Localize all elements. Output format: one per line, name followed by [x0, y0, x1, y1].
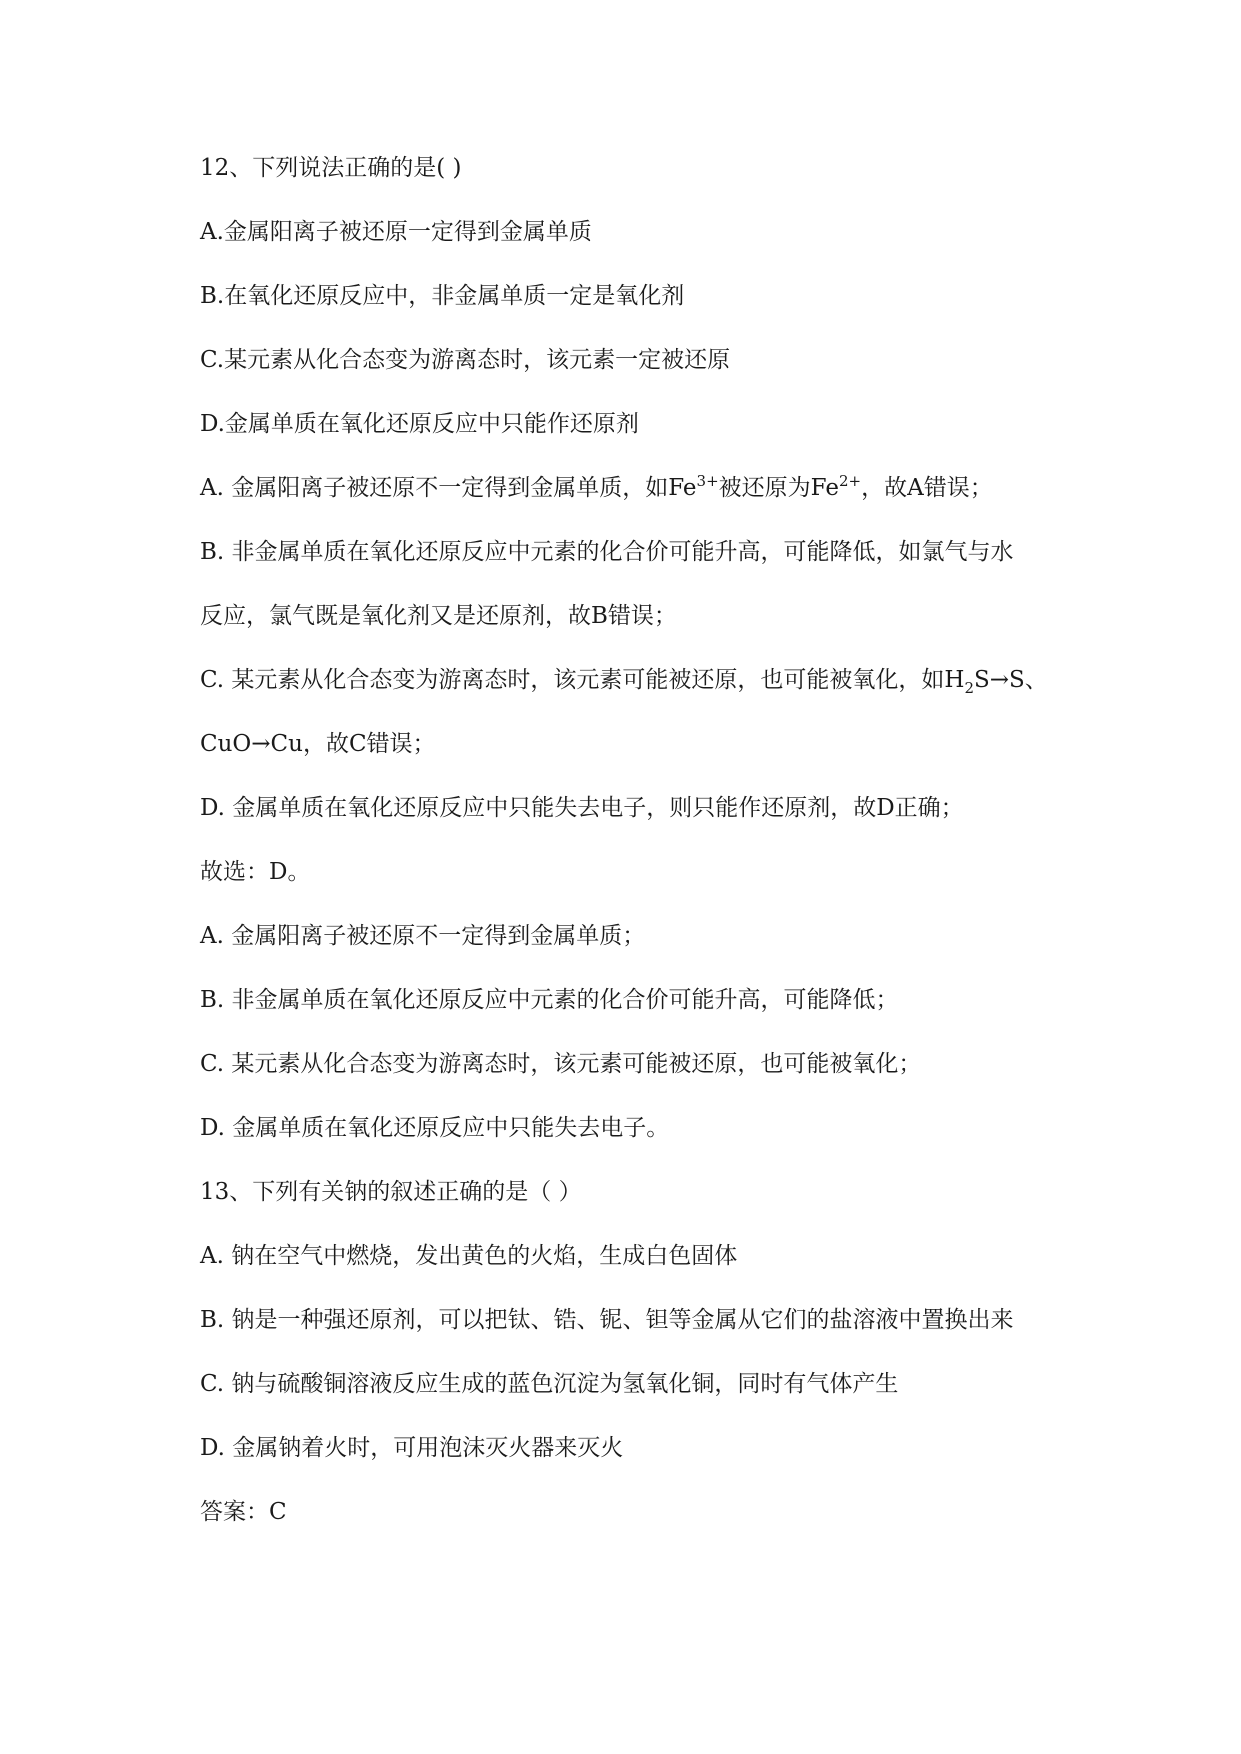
- analysis-c-text-2: S→S、: [974, 667, 1048, 693]
- fe3-charge: 3+: [696, 472, 719, 490]
- q12-analysis-c: [200, 665, 1048, 695]
- q13-option-d: D. 金属钠着火时，可用泡沫灭火器来灭火: [200, 1435, 624, 1461]
- q12-summary-a: A. 金属阳离子被还原不一定得到金属单质；: [200, 923, 646, 949]
- q12-analysis-a: [200, 473, 993, 503]
- h2s-subscript: 2: [964, 679, 975, 697]
- q12-summary-b: B. 非金属单质在氧化还原反应中元素的化合价可能升高，可能降低；: [200, 987, 899, 1013]
- q12-analysis-d: D. 金属单质在氧化还原反应中只能失去电子，则只能作还原剂，故D正确；: [200, 795, 964, 821]
- q13-option-a: A. 钠在空气中燃烧，发出黄色的火焰，生成白色固体: [200, 1243, 738, 1269]
- q12-option-b: B.在氧化还原反应中，非金属单质一定是氧化剂: [200, 283, 685, 309]
- q12-option-a: A.金属阳离子被还原一定得到金属单质: [200, 219, 592, 245]
- question-13-title: 13、下列有关钠的叙述正确的是（ ）: [200, 1179, 582, 1205]
- q12-summary-c: C. 某元素从化合态变为游离态时，该元素可能被还原，也可能被氧化；: [200, 1051, 922, 1077]
- q12-summary-d: D. 金属单质在氧化还原反应中只能失去电子。: [200, 1115, 670, 1141]
- q13-option-c: C. 钠与硫酸铜溶液反应生成的蓝色沉淀为氢氧化铜，同时有气体产生: [200, 1371, 899, 1397]
- question-12-title: 12、下列说法正确的是( ): [200, 155, 462, 181]
- q12-analysis-c-line2: CuO→Cu，故C错误；: [200, 731, 436, 757]
- analysis-a-text-1: A. 金属阳离子被还原不一定得到金属单质，如Fe: [200, 475, 697, 501]
- q12-option-c: C.某元素从化合态变为游离态时，该元素一定被还原: [200, 347, 731, 373]
- q13-option-b: B. 钠是一种强还原剂，可以把钛、锆、铌、钽等金属从它们的盐溶液中置换出来: [200, 1307, 1014, 1333]
- fe2-charge: 2+: [838, 472, 862, 490]
- q12-analysis-b-line1: B. 非金属单质在氧化还原反应中元素的化合价可能升高，可能降低，如氯气与水: [200, 539, 1014, 565]
- q12-choice: 故选：D。: [200, 859, 311, 885]
- analysis-a-text-3: ，故A错误；: [861, 475, 993, 501]
- analysis-c-text-1: C. 某元素从化合态变为游离态时，该元素可能被还原，也可能被氧化，如H: [200, 667, 965, 693]
- q13-answer: 答案：C: [200, 1499, 287, 1525]
- q12-analysis-b-line2: 反应，氯气既是氧化剂又是还原剂，故B错误；: [200, 603, 677, 629]
- q12-option-d: D.金属单质在氧化还原反应中只能作还原剂: [200, 411, 639, 437]
- analysis-a-text-2: 被还原为Fe: [718, 475, 839, 501]
